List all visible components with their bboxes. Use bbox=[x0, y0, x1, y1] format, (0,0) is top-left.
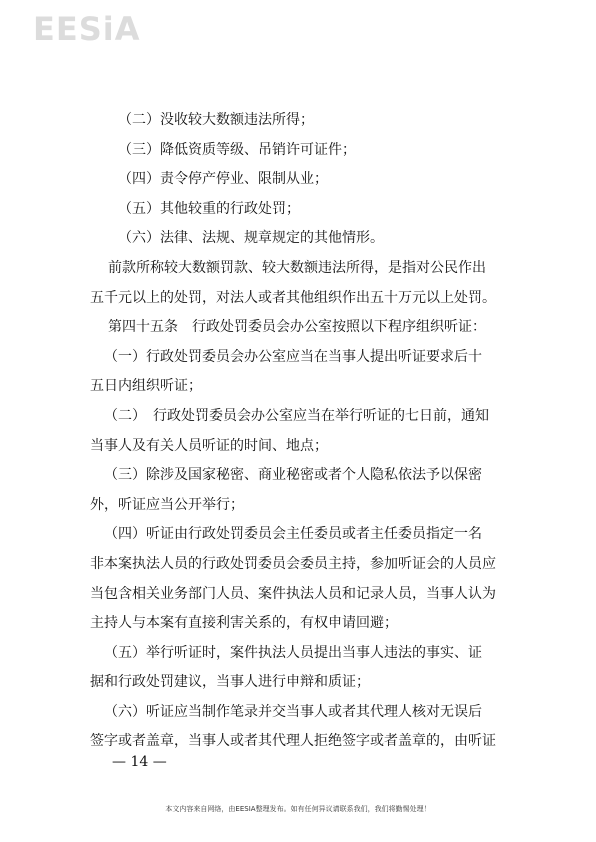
text-line: 前款所称较大数额罚款、较大数额违法所得，是指对公民作出 bbox=[108, 259, 486, 276]
text-line: （一）行政处罚委员会办公室应当在当事人提出听证要求后十 bbox=[104, 348, 482, 365]
text-line: 当包含相关业务部门人员、案件执法人员和记录人员，当事人认为 bbox=[90, 585, 496, 602]
text-line: （四）听证由行政处罚委员会主任委员或者主任委员指定一名 bbox=[104, 526, 482, 543]
text-line: （二）没收较大数额违法所得； bbox=[118, 112, 314, 128]
text-line: （六）法律、法规、规章规定的其他情形。 bbox=[118, 230, 384, 247]
text-line: 五日内组织听证； bbox=[90, 378, 202, 395]
text-line: 外，听证应当公开举行； bbox=[90, 496, 244, 513]
text-line: 据和行政处罚建议，当事人进行申辩和质证； bbox=[90, 674, 370, 691]
text-line: 非本案执法人员的行政处罚委员会委员主持，参加听证会的人员应 bbox=[90, 555, 496, 572]
article-heading: 第四十五条 行政处罚委员会办公室按照以下程序组织听证： bbox=[108, 319, 486, 336]
text-line: 签字或者盖章，当事人或者其代理人拒绝签字或者盖章的，由听证 bbox=[90, 733, 496, 750]
eesia-logo: EESiA bbox=[33, 10, 141, 48]
text-line: （三）降低资质等级、吊销许可证件； bbox=[118, 141, 356, 158]
text-line: （二） 行政处罚委员会办公室应当在举行听证的七日前，通知 bbox=[104, 407, 489, 424]
footer-notice: 本文内容来自网络，由EESIA整理发布。如有任何异议请联系我们，我们将勤惕处理！ bbox=[165, 805, 431, 813]
text-line: （三）除涉及国家秘密、商业秘密或者个人隐私依法予以保密 bbox=[104, 467, 482, 484]
text-line: （五）其他较重的行政处罚； bbox=[118, 200, 300, 217]
text-line: （四）责令停产停业、限制从业； bbox=[118, 171, 328, 188]
text-line: 当事人及有关人员听证的时间、地点； bbox=[90, 437, 328, 454]
text-line: （五）举行听证时，案件执法人员提出当事人违法的事实、证 bbox=[104, 644, 482, 661]
page-number: — 14 — bbox=[112, 754, 167, 770]
text-line: 主持人与本案有直接利害关系的，有权申请回避； bbox=[90, 615, 398, 632]
document-body bbox=[90, 106, 520, 757]
text-line: （六）听证应当制作笔录并交当事人或者其代理人核对无误后 bbox=[104, 703, 482, 720]
text-line: 五千元以上的处罚，对法人或者其他组织作出五十万元以上处罚。 bbox=[90, 289, 496, 306]
